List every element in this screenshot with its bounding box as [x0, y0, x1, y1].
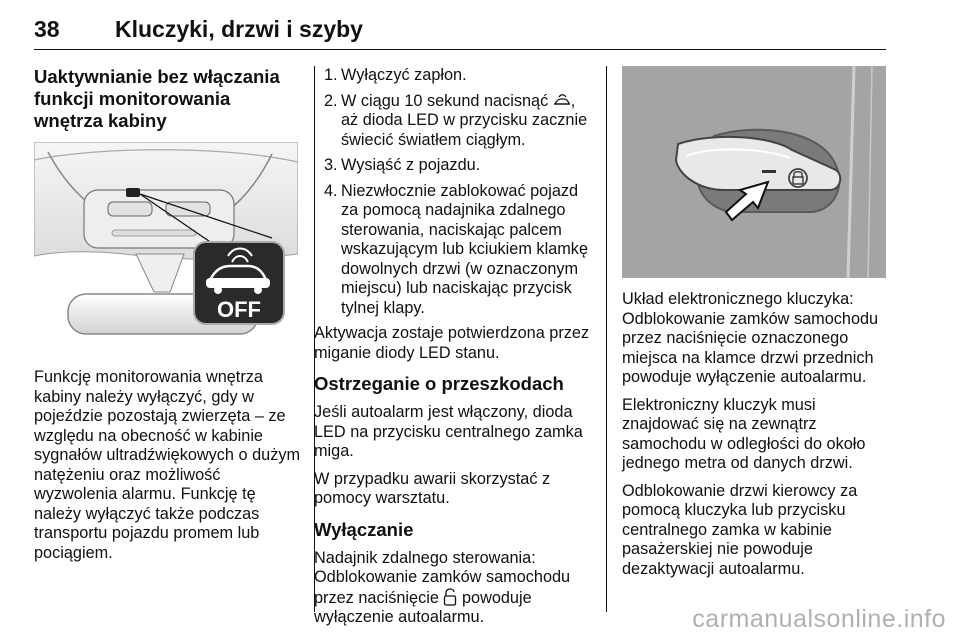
door-handle-figure — [622, 66, 886, 278]
list-item: 2. W ciągu 10 sekund nacisnąć , aż dioda LED w przycisku zacznie świecić światłem ciągłym. — [324, 91, 588, 149]
paragraph-key-distance: Elektroniczny kluczyk musi znajdować się na zewnątrz samochodu w odległości do około jednego metra od danych drzwi. — [622, 395, 866, 472]
paragraph-breakdown: W przypadku awarii skorzystać z pomocy warsztatu. — [314, 469, 551, 507]
page-header — [34, 16, 886, 50]
list-item: 3. Wysiąść z pojazdu. — [324, 156, 481, 174]
steps-list — [314, 66, 594, 318]
list-item: 1. Wyłączyć zapłon. — [324, 66, 467, 84]
paragraph-pets-warning: Funkcję monitorowania wnętrza kabiny należy wyłączyć, gdy w pojeździe pozostają zwierzęta – ze względu na obecność w kabinie sygnałów ultradźwiękowych o dużym natężeniu oraz możliwość wyzwolenia alarmu. Funkcję tę należy wyłączyć także podczas transportu pojazdu promem lub pociągiem. — [34, 368, 301, 562]
heading-deactivation: Wyłączanie — [314, 518, 414, 540]
column-3 — [622, 66, 892, 587]
paragraph-activation: Aktywacja zostaje potwierdzona przez miganie diody LED stanu. — [314, 324, 590, 362]
column-divider-2 — [606, 66, 607, 612]
watermark: carmanualsonline.info — [692, 605, 946, 633]
heading-warning: Ostrzeganie o przeszkodach — [314, 373, 564, 394]
header-rule — [34, 49, 886, 50]
section-title: Uaktywnianie bez włączania funkcji monitorowania wnętrza kabiny — [34, 66, 280, 131]
paragraph-electronic-key: Układ elektronicznego kluczyka: Odblokowanie zamków samochodu przez naciśnięcie oznaczonego miejsca na klamce drzwi przednich powoduje wyłączenie autoalarmu. — [622, 290, 879, 386]
chapter-title: Kluczyki, drzwi i szyby — [115, 16, 363, 42]
paragraph-led: Jeśli autoalarm jest włączony, dioda LED na przycisku centralnego zamka miga. — [314, 403, 583, 460]
page-number: 38 — [34, 16, 60, 42]
column-1 — [34, 66, 302, 571]
paragraph-driver-door: Odblokowanie drzwi kierowcy za pomocą kluczyka lub przycisku centralnego zamka w kabinie pasażerskiej nie powoduje dezaktywacji autoalarmu. — [622, 481, 858, 578]
column-2 — [314, 66, 594, 636]
unlock-icon — [443, 588, 457, 606]
interior-monitoring-button-figure — [34, 142, 298, 348]
paragraph-remote: Nadajnik zdalnego sterowania: Odblokowanie zamków samochodu przez naciśnięcie powoduje wyłączenie autoalarmu. — [314, 548, 571, 626]
off-badge-text: OFF — [217, 297, 261, 322]
interior-monitoring-icon — [553, 93, 571, 109]
list-item: 4. Niezwłocznie zablokować pojazd za pomocą nadajnika zdalnego sterowania, naciskając palcem wskazującym lub kciukiem klamkę dowolnych drzwi (w oznaczonym miejscu) lub naciskając przycisk tylnej klapy. — [324, 181, 589, 317]
